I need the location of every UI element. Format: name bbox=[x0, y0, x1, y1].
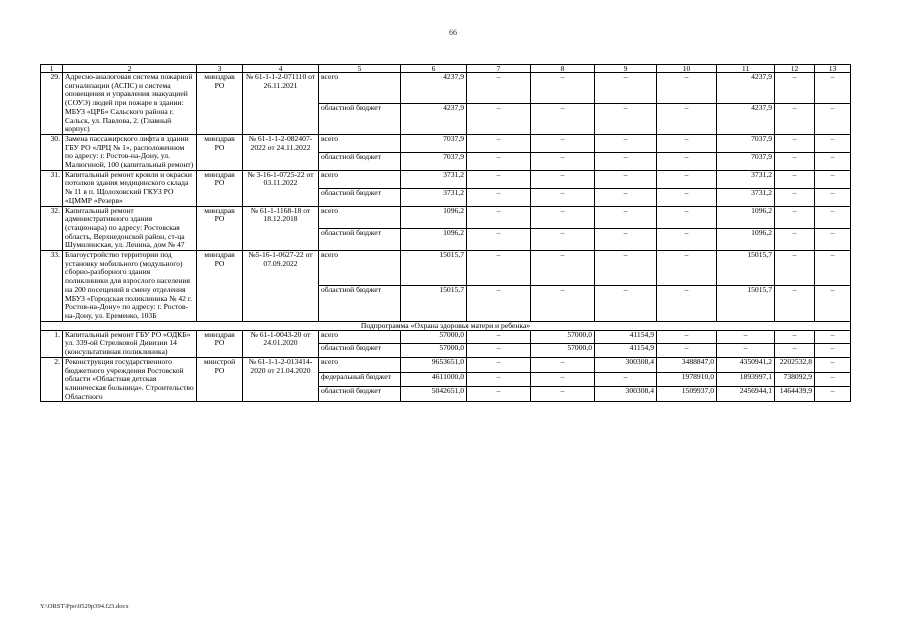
empty-value-dash: – bbox=[595, 206, 657, 228]
amount-cell: 1096,2 bbox=[717, 206, 775, 228]
amount-cell: 3488847,0 bbox=[657, 357, 717, 372]
table-row bbox=[41, 73, 851, 104]
empty-value-dash: – bbox=[657, 188, 717, 206]
table-row bbox=[41, 330, 851, 344]
empty-value-dash: – bbox=[775, 103, 815, 134]
amount-cell: 4237,9 bbox=[401, 103, 467, 134]
empty-value-dash: – bbox=[657, 152, 717, 170]
item-number: 31. bbox=[41, 170, 63, 206]
column-number: 6 bbox=[401, 65, 467, 73]
empty-value-dash: – bbox=[815, 206, 851, 228]
funding-source: областной бюджет bbox=[319, 188, 401, 206]
empty-value-dash: – bbox=[815, 134, 851, 152]
empty-value-dash: – bbox=[657, 330, 717, 344]
empty-value-dash: – bbox=[657, 286, 717, 321]
amount-cell: 5042651,0 bbox=[401, 387, 467, 402]
empty-value-dash: – bbox=[531, 152, 595, 170]
empty-value-dash: – bbox=[775, 344, 815, 358]
document-reference: № 3-16-1-0725-22 от 03.11.2022 bbox=[243, 170, 319, 206]
empty-value-dash: – bbox=[775, 228, 815, 250]
funding-source: областной бюджет bbox=[319, 152, 401, 170]
empty-value-dash: – bbox=[531, 206, 595, 228]
funding-source: областной бюджет bbox=[319, 103, 401, 134]
amount-cell: 4611000,0 bbox=[401, 372, 467, 387]
table-row bbox=[41, 170, 851, 188]
amount-cell: 4350941,2 bbox=[717, 357, 775, 372]
amount-cell: 1096,2 bbox=[401, 228, 467, 250]
empty-value-dash: – bbox=[815, 251, 851, 286]
empty-value-dash: – bbox=[815, 286, 851, 321]
empty-value-dash: – bbox=[815, 152, 851, 170]
table-row bbox=[41, 206, 851, 228]
amount-cell: 300308,4 bbox=[595, 387, 657, 402]
document-reference: № 61-1-1-2-071110 от 26.11.2021 bbox=[243, 73, 319, 135]
amount-cell: 1978910,0 bbox=[657, 372, 717, 387]
empty-value-dash: – bbox=[467, 206, 531, 228]
column-number: 12 bbox=[775, 65, 815, 73]
empty-value-dash: – bbox=[467, 152, 531, 170]
subprogram-title: Подпрограмма «Охрана здоровья матери и ребенка» bbox=[41, 321, 851, 330]
empty-value-dash: – bbox=[467, 330, 531, 344]
subprogram-row bbox=[41, 321, 851, 330]
amount-cell: 7037,9 bbox=[717, 134, 775, 152]
empty-value-dash: – bbox=[595, 251, 657, 286]
empty-value-dash: – bbox=[467, 134, 531, 152]
empty-value-dash: – bbox=[467, 387, 531, 402]
amount-cell: 4237,9 bbox=[717, 103, 775, 134]
empty-value-dash: – bbox=[657, 251, 717, 286]
empty-value-dash: – bbox=[815, 170, 851, 188]
empty-value-dash: – bbox=[467, 251, 531, 286]
column-number: 8 bbox=[531, 65, 595, 73]
empty-value-dash: – bbox=[717, 344, 775, 358]
page-number: 66 bbox=[449, 28, 457, 37]
empty-value-dash: – bbox=[467, 344, 531, 358]
empty-value-dash: – bbox=[775, 188, 815, 206]
empty-value-dash: – bbox=[531, 170, 595, 188]
empty-value-dash: – bbox=[815, 73, 851, 104]
document-reference: № 61-1-1168-18 от 18.12.2018 bbox=[243, 206, 319, 251]
responsible-executor: минстрой РО bbox=[197, 357, 243, 402]
empty-value-dash: – bbox=[657, 134, 717, 152]
item-number: 2. bbox=[41, 357, 63, 402]
document-reference: № 61-1-1-2-013414-2020 от 21.04.2020 bbox=[243, 357, 319, 402]
empty-value-dash: – bbox=[467, 188, 531, 206]
item-number: 1. bbox=[41, 330, 63, 357]
empty-value-dash: – bbox=[531, 188, 595, 206]
empty-value-dash: – bbox=[467, 228, 531, 250]
empty-value-dash: – bbox=[595, 103, 657, 134]
object-description: Замена пассажирского лифта в здании ГБУ РО «ЛРЦ № 1», расположенном по адресу: г. Ростов-на-Дону, ул. Малюгиной, 100 (капитальный ремонт) bbox=[63, 134, 197, 170]
column-number: 3 bbox=[197, 65, 243, 73]
object-description: Адресно-аналоговая система пожарной сигнализации (АСПС) и система оповещения и управления эвакуацией (СОУЭ) людей при пожаре в здании: МБУЗ «ЦРБ» Сальского района г. Сальск, ул. Павлова, 2. (Главный корпус) bbox=[63, 73, 197, 135]
table-body bbox=[41, 65, 851, 402]
column-number: 4 bbox=[243, 65, 319, 73]
column-number: 13 bbox=[815, 65, 851, 73]
object-description: Капитальный ремонт ГБУ РО «ОДКБ» ул. 339-ой Стрелковой Дивизии 14 (консультативная поликлиника) bbox=[63, 330, 197, 357]
amount-cell: 3731,2 bbox=[401, 170, 467, 188]
amount-cell: 2202532,8 bbox=[775, 357, 815, 372]
empty-value-dash: – bbox=[657, 103, 717, 134]
budget-table bbox=[40, 64, 851, 402]
empty-value-dash: – bbox=[657, 170, 717, 188]
empty-value-dash: – bbox=[531, 103, 595, 134]
funding-source: областной бюджет bbox=[319, 344, 401, 358]
funding-source: областной бюджет bbox=[319, 286, 401, 321]
funding-source: федеральный бюджет bbox=[319, 372, 401, 387]
document-reference: № 61-1-1-2-082407-2022 от 24.11.2022 bbox=[243, 134, 319, 170]
amount-cell: 57000,0 bbox=[401, 344, 467, 358]
empty-value-dash: – bbox=[815, 357, 851, 372]
empty-value-dash: – bbox=[531, 357, 595, 372]
document-reference: №5-16-1-0627-22 от 07.09.2022 bbox=[243, 251, 319, 322]
funding-source: областной бюджет bbox=[319, 228, 401, 250]
document-reference: № 61-1-0043-20 от 24.01.2020 bbox=[243, 330, 319, 357]
amount-cell: 1464439,9 bbox=[775, 387, 815, 402]
amount-cell: 9653651,0 bbox=[401, 357, 467, 372]
responsible-executor: минздрав РО bbox=[197, 206, 243, 251]
responsible-executor: минздрав РО bbox=[197, 134, 243, 170]
column-number: 9 bbox=[595, 65, 657, 73]
amount-cell: 3731,2 bbox=[717, 188, 775, 206]
amount-cell: 57000,0 bbox=[531, 330, 595, 344]
empty-value-dash: – bbox=[531, 251, 595, 286]
empty-value-dash: – bbox=[467, 357, 531, 372]
empty-value-dash: – bbox=[775, 206, 815, 228]
amount-cell: 15015,7 bbox=[401, 251, 467, 286]
empty-value-dash: – bbox=[775, 251, 815, 286]
amount-cell: 4237,9 bbox=[401, 73, 467, 104]
empty-value-dash: – bbox=[595, 188, 657, 206]
empty-value-dash: – bbox=[775, 73, 815, 104]
amount-cell: 1096,2 bbox=[401, 206, 467, 228]
column-number: 11 bbox=[717, 65, 775, 73]
empty-value-dash: – bbox=[815, 188, 851, 206]
empty-value-dash: – bbox=[815, 344, 851, 358]
empty-value-dash: – bbox=[531, 387, 595, 402]
amount-cell: 738092,9 bbox=[775, 372, 815, 387]
amount-cell: 1509937,0 bbox=[657, 387, 717, 402]
empty-value-dash: – bbox=[657, 344, 717, 358]
empty-value-dash: – bbox=[815, 103, 851, 134]
column-number: 5 bbox=[319, 65, 401, 73]
amount-cell: 1893997,1 bbox=[717, 372, 775, 387]
table-row bbox=[41, 357, 851, 372]
empty-value-dash: – bbox=[775, 134, 815, 152]
funding-source: всего bbox=[319, 357, 401, 372]
responsible-executor: минздрав РО bbox=[197, 170, 243, 206]
item-number: 33. bbox=[41, 251, 63, 322]
empty-value-dash: – bbox=[595, 372, 657, 387]
column-number: 10 bbox=[657, 65, 717, 73]
amount-cell: 2456944,1 bbox=[717, 387, 775, 402]
object-description: Капитальный ремонт кровли и окраски потолков здания медицинского склада № 11 в п. Щолоховский ГКУЗ РО «ЦММР «Резерв» bbox=[63, 170, 197, 206]
amount-cell: 57000,0 bbox=[401, 330, 467, 344]
empty-value-dash: – bbox=[531, 228, 595, 250]
amount-cell: 7037,9 bbox=[717, 152, 775, 170]
empty-value-dash: – bbox=[467, 170, 531, 188]
funding-source: всего bbox=[319, 73, 401, 104]
amount-cell: 7037,9 bbox=[401, 134, 467, 152]
object-description: Реконструкция государственного бюджетного учреждения Ростовской области «Областная детская клиническая больница». Строительство Областного bbox=[63, 357, 197, 402]
object-description: Капитальный ремонт административного здания (стационара) по адресу: Ростовская область, Верхнедонской район, ст-ца Шумилинская, ул. Ленина, дом № 47 bbox=[63, 206, 197, 251]
empty-value-dash: – bbox=[775, 170, 815, 188]
empty-value-dash: – bbox=[815, 387, 851, 402]
item-number: 29. bbox=[41, 73, 63, 135]
empty-value-dash: – bbox=[595, 152, 657, 170]
empty-value-dash: – bbox=[595, 170, 657, 188]
amount-cell: 3731,2 bbox=[401, 188, 467, 206]
column-number: 2 bbox=[63, 65, 197, 73]
amount-cell: 300308,4 bbox=[595, 357, 657, 372]
empty-value-dash: – bbox=[815, 372, 851, 387]
object-description: Благоустройство территории под установку мобильного (модульного) сборно-разборного здания поликлиники для взрослого населения на 200 посещений в смену отделения МБУЗ «Городская поликлиника № 42 г. Ростов-на-Дону» по адресу: г. Ростов-на-Дону, ул. Еременко, 103Б bbox=[63, 251, 197, 322]
amount-cell: 15015,7 bbox=[401, 286, 467, 321]
amount-cell: 15015,7 bbox=[717, 251, 775, 286]
amount-cell: 3731,2 bbox=[717, 170, 775, 188]
amount-cell: 4237,9 bbox=[717, 73, 775, 104]
empty-value-dash: – bbox=[467, 372, 531, 387]
responsible-executor: минздрав РО bbox=[197, 251, 243, 322]
empty-value-dash: – bbox=[531, 286, 595, 321]
column-number: 1 bbox=[41, 65, 63, 73]
funding-source: всего bbox=[319, 206, 401, 228]
column-number: 7 bbox=[467, 65, 531, 73]
empty-value-dash: – bbox=[775, 330, 815, 344]
empty-value-dash: – bbox=[717, 330, 775, 344]
footer-file-path: Y:\ORST\Ppo\0529p394.f23.docx bbox=[40, 603, 129, 610]
funding-source: всего bbox=[319, 251, 401, 286]
empty-value-dash: – bbox=[815, 330, 851, 344]
responsible-executor: минздрав РО bbox=[197, 73, 243, 135]
funding-source: всего bbox=[319, 330, 401, 344]
empty-value-dash: – bbox=[775, 286, 815, 321]
funding-source: областной бюджет bbox=[319, 387, 401, 402]
amount-cell: 57000,0 bbox=[531, 344, 595, 358]
empty-value-dash: – bbox=[595, 73, 657, 104]
empty-value-dash: – bbox=[595, 228, 657, 250]
empty-value-dash: – bbox=[467, 103, 531, 134]
empty-value-dash: – bbox=[531, 134, 595, 152]
amount-cell: 15015,7 bbox=[717, 286, 775, 321]
empty-value-dash: – bbox=[775, 152, 815, 170]
table-row bbox=[41, 251, 851, 286]
empty-value-dash: – bbox=[467, 286, 531, 321]
empty-value-dash: – bbox=[595, 134, 657, 152]
empty-value-dash: – bbox=[531, 73, 595, 104]
amount-cell: 1096,2 bbox=[717, 228, 775, 250]
item-number: 32. bbox=[41, 206, 63, 251]
empty-value-dash: – bbox=[657, 228, 717, 250]
amount-cell: 41154,9 bbox=[595, 344, 657, 358]
item-number: 30. bbox=[41, 134, 63, 170]
table-row bbox=[41, 134, 851, 152]
empty-value-dash: – bbox=[657, 73, 717, 104]
empty-value-dash: – bbox=[467, 73, 531, 104]
responsible-executor: минздрав РО bbox=[197, 330, 243, 357]
funding-source: всего bbox=[319, 170, 401, 188]
funding-source: всего bbox=[319, 134, 401, 152]
empty-value-dash: – bbox=[657, 206, 717, 228]
amount-cell: 41154,9 bbox=[595, 330, 657, 344]
amount-cell: 7037,9 bbox=[401, 152, 467, 170]
empty-value-dash: – bbox=[595, 286, 657, 321]
empty-value-dash: – bbox=[531, 372, 595, 387]
empty-value-dash: – bbox=[815, 228, 851, 250]
